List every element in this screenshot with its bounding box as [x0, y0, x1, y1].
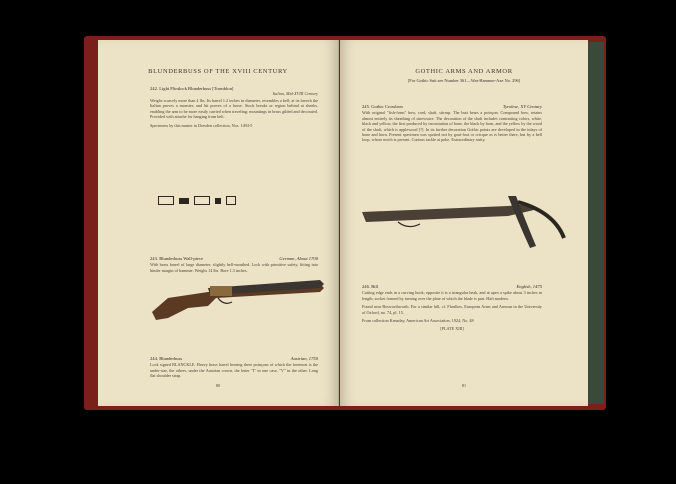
book-spine-edge — [586, 42, 604, 404]
plate-label: [PLATE XIII] — [440, 326, 464, 332]
entry-242 — [150, 86, 318, 129]
mark-glyph — [158, 196, 174, 205]
left-running-head: BLUNDERBUSS OF THE XVIII CENTURY — [148, 68, 288, 75]
entry-origin: English, 1475 — [516, 284, 542, 289]
entry-number: 243. — [150, 256, 159, 261]
mark-glyph — [179, 198, 189, 204]
blunderbuss-wallpiece-illustration — [148, 276, 328, 324]
entry-244 — [150, 356, 318, 379]
entry-origin: German, About 1700 — [279, 256, 318, 261]
armorer-marks — [158, 196, 236, 205]
entry-243 — [150, 256, 318, 273]
entry-title: Light Flintlock Blunderbuss [Tromblon] — [159, 86, 234, 91]
right-running-head: GOTHIC ARMS AND ARMOR — [415, 68, 513, 75]
left-page — [98, 40, 339, 406]
entry-title: Blunderbuss — [159, 356, 183, 361]
entry-number: 242. — [150, 86, 159, 91]
entry-collection: From collection Kenaday, American Art Association, 1924, No. 48 — [362, 318, 474, 324]
right-page — [340, 40, 588, 406]
entry-title: Blunderbuss Wall-piece — [159, 256, 204, 261]
entry-text: With brass barrel of large diameter, slightly bell-mouthed. Lock with primitive safety, fitting into hinder margin of hammer. Weighs 14 lbs. Bore 1.3 inches. — [150, 262, 318, 273]
entry-245 — [362, 104, 542, 143]
entry-text: Lock signed BLANCKLE. Heavy brass barrel bearing three poinçons of which the foremost is the under-star, the others, under the Austrian crown, the letter "I" in one case, "V" in the other. Long flat shoulder strap. — [150, 362, 318, 379]
entry-text: Weighs scarcely more than 4 lbs. Its barrel 1.2 inches in diameter, resembles a bell; at its breech the Italian proves a monster, and bit proves of a horse. Stock breaks or region behind at sheeks, enabling the arm to be more easily carried when traveling; mountings in brass gilded and decorated. Provided with attache for hanging from belt. — [150, 97, 318, 120]
right-page-number: 81 — [461, 383, 467, 388]
entry-note: Specimens by this master in Dresden collection, Nos. 1494-5 — [150, 123, 253, 129]
entry-text: With original "fish-form" bow, cord, shaft, stirrup. The butt bears a poinçon. Compound bow, retains almost entirely its sheathing of sinewwire. The decoration of the shaft includes contrasting colors, white, black and yellow, the first produced by incrustation of bone, the black by horn, and the yellow by the wood of the shaft, which is applewood [?]. In its further decoration Gothic points are developed in the inlays of bone and horn. Present specimen was spotted not by goat-foot or cricque as is better there, but by a bell loop, whose notch is present. Curious tackle at poke. Extraordinary rarity. — [362, 110, 542, 143]
mark-glyph — [215, 198, 221, 204]
right-subhead: [For Gothic Suit see Number 361—War-Hammer-Axe No. 296] — [407, 78, 521, 83]
entry-origin: Tyrolese, XV Century — [502, 104, 542, 109]
entry-title: Gothic Crossbow — [371, 104, 404, 109]
gothic-crossbow-illustration — [358, 192, 570, 252]
entry-text: Cutting edge ends in a curving hook; opposite it is a triangular beak, and at apex a spike about 3 inches in length; socket formed by turning over the plate of which the blade is part. Haft modern. — [362, 290, 542, 301]
entry-title: Bill — [371, 284, 379, 289]
entry-found: Found near Bosworthworth. For a similar bill, cf. Ffoulkes, European Arms and Armour in the University of Oxford, no. 74, pl. 15. — [362, 304, 542, 315]
entry-246 — [362, 284, 542, 332]
entry-origin: Austrian, 1750 — [290, 356, 318, 361]
entry-number: 245. — [362, 104, 371, 109]
left-page-number: 80 — [215, 383, 221, 388]
mark-glyph — [194, 196, 210, 205]
entry-number: 244. — [150, 356, 159, 361]
entry-origin: Italian, Mid-XVIII Century — [272, 91, 318, 97]
entry-number: 246. — [362, 284, 371, 289]
mark-glyph — [226, 196, 236, 205]
